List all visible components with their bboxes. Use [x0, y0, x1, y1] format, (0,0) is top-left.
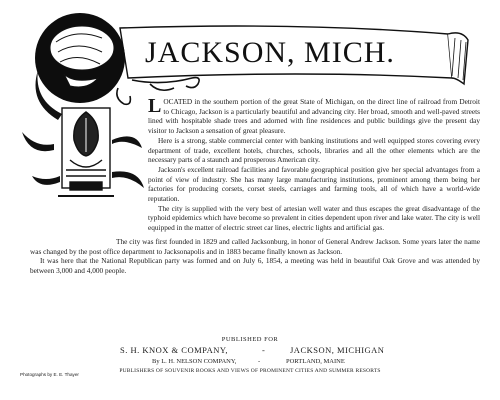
body-text-wide [30, 237, 480, 276]
printer-name: By L. H. NELSON COMPANY, [152, 358, 237, 365]
paragraph-industry: Jackson's excellent railroad facilities and favorable geographical position give her special advantages from a point of view of industry. She has many large manufacturing institutions, prominent among them being her factories for producing corsets, corset steels, carriages and farming tools, all of which have a world-wide reputation. [148, 164, 480, 204]
publisher-city: JACKSON, MICHIGAN [290, 345, 385, 355]
drop-cap: L [148, 95, 162, 117]
printer-city: PORTLAND, MAINE [286, 358, 345, 365]
paragraph-republican-party: It was here that the National Republican party was formed and on July 6, 1854, a meeting was held in beautiful Oak Grove and was attended by between 3,000 and 4,000 people. [30, 256, 480, 276]
pillar-ornament-icon [58, 108, 114, 196]
photo-credit: Photographs by E. E. Thayer [20, 372, 79, 377]
page-title: JACKSON, MICH. [145, 36, 395, 69]
paragraph-text: OCATED in the southern portion of the great State of Michigan, on the direct line of railroad from Detroit to Chicago, Jackson is a particularly beautiful and advancing city. Her broad, smooth and well-paved streets lined with hospitable shade trees and adorned with fine residences and public buildings give the present day visitor to Jackson a sensation of great pleasure. [148, 97, 480, 136]
paragraph-history: The city was first founded in 1829 and called Jacksonburg, in honor of General Andrew Jackson. Some years later the name was changed by the post office department to Jacksonapolis and in 1883 became finally known as Jackson. [30, 237, 480, 256]
paragraph-water: The city is supplied with the very best of artesian well water and thus escapes the great disadvantage of the typhoid epidemics which have become so prevalent in cities dependent upon river and lake water. The city is well equipped in the matter of electric street car lines, electric lights and artificial gas. [148, 203, 480, 233]
printer-separator: - [258, 358, 261, 365]
publisher-separator: - [262, 345, 266, 355]
published-for-label: PUBLISHED FOR [221, 336, 279, 343]
body-text-narrow [148, 97, 480, 233]
paragraph-commerce: Here is a strong, stable commercial center with banking institutions and well equipped stores covering every department of trade, excellent hotels, churches, schools, libraries and all the other elements which are the necessary parts of a staunch and prosperous American city. [148, 135, 480, 165]
publisher-name: S. H. KNOX & COMPANY, [120, 345, 229, 355]
printer-description: PUBLISHERS OF SOUVENIR BOOKS AND VIEWS OF PROMINENT CITIES AND SUMMER RESORTS [119, 368, 381, 374]
paragraph-intro [148, 97, 480, 136]
scroll-medallion-icon [35, 13, 125, 103]
